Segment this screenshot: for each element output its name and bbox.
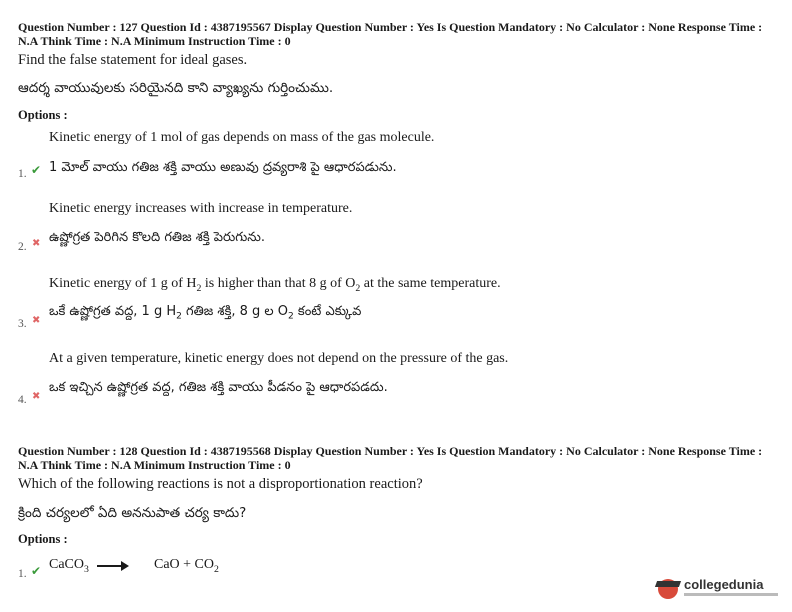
option-1-number: 1. [18, 568, 27, 580]
subscript: 2 [288, 311, 294, 322]
option-3-te-part: గతిజ శక్తి, 8 g ల O [181, 304, 288, 319]
products [154, 557, 219, 575]
correct-check-icon: ✔ [31, 564, 42, 578]
wrong-cross-icon: ✖ [32, 238, 41, 249]
question-text-en: Find the false statement for ideal gases. [18, 52, 248, 68]
correct-check-icon: ✔ [31, 163, 42, 177]
question-text-te: క్రింది చర్యలలో ఏది అననుపాత చర్య కాదు? [18, 505, 247, 521]
option-3-number: 3. [18, 318, 27, 330]
products-formula: CaO + CO [154, 557, 215, 572]
option-3-en-part: Kinetic energy of 1 g of H [49, 276, 197, 291]
option-3-en-part: is higher than that 8 g of O [201, 276, 356, 291]
header-line-2: N.A Think Time : N.A Minimum Instruction Time : 0 [18, 34, 291, 48]
option-3-text-en [49, 276, 501, 294]
question-header [18, 444, 778, 472]
option-4-text-te: ఒక ఇచ్చిన ఉష్ణోగ్రత వద్ద, గతిజ శక్తి వాయు పీడనం పై ఆధారపడదు. [49, 380, 388, 395]
option-2-text-te: ఉష్ణోగ్రత పెరిగిన కొలది గతిజ శక్తి పెరుగును. [49, 230, 266, 245]
reaction-arrow-icon [97, 565, 127, 567]
option-1-text-en: Kinetic energy of 1 mol of gas depends on mass of the gas molecule. [49, 130, 435, 145]
option-4-number: 4. [18, 394, 27, 406]
collegedunia-logo [658, 575, 778, 605]
subscript: 3 [84, 563, 89, 575]
subscript: 2 [214, 563, 219, 575]
logo-text: collegedunia [684, 577, 764, 592]
question-text-en: Which of the following reactions is not a disproportionation reaction? [18, 476, 423, 492]
option-2-text-en: Kinetic energy increases with increase in temperature. [49, 201, 353, 216]
option-3-te-part: ఒకే ఉష్ణోగ్రత వద్ద, 1 g H [49, 304, 177, 319]
option-3-en-part: at the same temperature. [360, 276, 501, 291]
question-header [18, 20, 778, 48]
option-3-text-te [49, 304, 361, 322]
option-1-text-te: 1 మోల్ వాయు గతిజ శక్తి వాయు అణువు ద్రవ్యరాశి పై ఆధారపడును. [49, 160, 397, 175]
reactant-formula: CaCO [49, 557, 84, 572]
logo-tagline-bar [684, 593, 778, 596]
header-line-1: Question Number : 127 Question Id : 4387195567 Display Question Number : Yes Is Question Mandatory : No Calculator : None Response Time : [18, 20, 763, 34]
option-4-text-en: At a given temperature, kinetic energy does not depend on the pressure of the gas. [49, 351, 509, 366]
reactant [49, 557, 89, 575]
subscript: 2 [196, 282, 202, 294]
graduation-cap-icon [658, 579, 678, 599]
options-label: Options : [18, 108, 68, 122]
question-text-te: ఆదర్శ వాయువులకు సరియైనది కాని వ్యాఖ్యను గుర్తించుము. [18, 80, 334, 96]
option-2-number: 2. [18, 241, 27, 253]
wrong-cross-icon: ✖ [32, 391, 41, 402]
option-3-te-part: కంటే ఎక్కువ [293, 304, 362, 319]
header-line-2: N.A Think Time : N.A Minimum Instruction Time : 0 [18, 458, 291, 472]
options-label: Options : [18, 532, 68, 546]
header-line-1: Question Number : 128 Question Id : 4387195568 Display Question Number : Yes Is Question Mandatory : No Calculator : None Response Time : [18, 444, 763, 458]
option-1-number: 1. [18, 168, 27, 180]
wrong-cross-icon: ✖ [32, 315, 41, 326]
subscript: 2 [355, 282, 361, 294]
subscript: 2 [176, 311, 182, 322]
